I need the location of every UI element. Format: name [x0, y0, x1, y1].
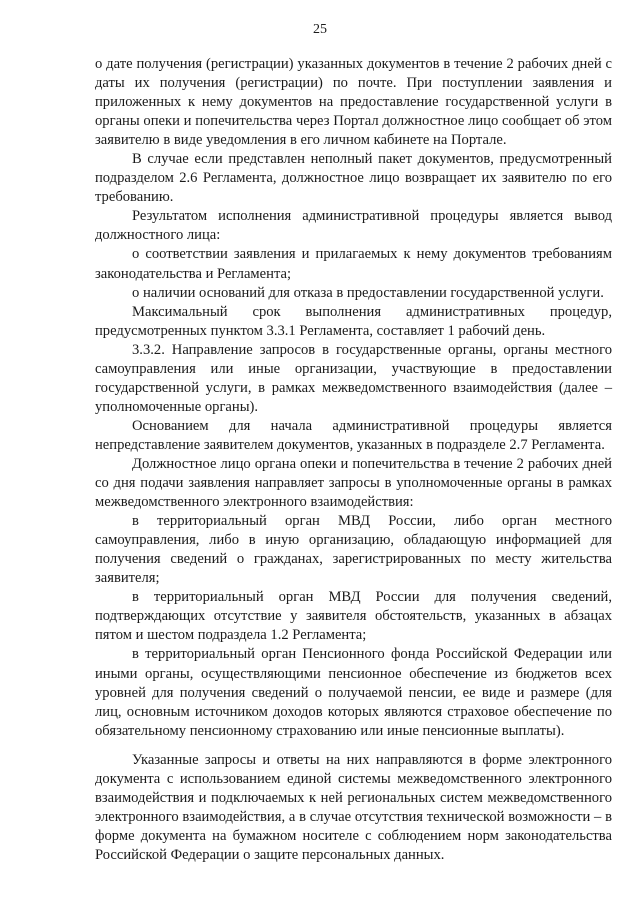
- paragraph-section-3-3-2: 3.3.2. Направление запросов в государственные органы, органы местного самоуправления или иные организации, участвующие в предоставлении государственной услуги, в рамках межведомственного взаимодействия (далее – уполномоченные органы).: [95, 341, 612, 415]
- paragraph-procedure-basis: Основанием для начала административной процедуры является непредставление заявителем документов, указанных в подразделе 2.7 Регламента.: [95, 417, 612, 453]
- paragraph-incomplete-package: В случае если представлен неполный пакет документов, предусмотренный подразделом 2.6 Регламента, должностное лицо возвращает их заявителю по его требованию.: [95, 151, 612, 206]
- paragraph-request-pension: в территориальный орган Пенсионного фонда Российской Федерации или иными органы, осуществляющими пенсионное обеспечение из бюджетов всех уровней для получения сведений о получаемой пенсии, ее виде и размере (для лиц, основным источником доходов которых являются страховое обеспечение по обязательному пенсионному страхованию или иные пенсионные выплаты).: [95, 646, 612, 739]
- paragraph-procedure-result: Результатом исполнения административной процедуры является вывод должностного лица:: [95, 208, 612, 244]
- paragraph-requests-intro: Должностное лицо органа опеки и попечительства в течение 2 рабочих дней со дня подачи заявления направляет запросы в уполномоченные органы в рамках межведомственного электронного взаимодействия:: [95, 455, 612, 511]
- paragraph-result-compliance: о соответствии заявления и прилагаемых к нему документов требованиям законодательства и Регламента;: [95, 246, 612, 282]
- paragraph-request-registration: в территориальный орган МВД России, либо орган местного самоуправления, либо в иную организацию, обладающую информацией для получения сведений о гражданах, зарегистрированных по месту жительства заявителя;: [95, 513, 612, 587]
- page-number: 25: [313, 22, 327, 37]
- paragraph-notification-continuation: о дате получения (регистрации) указанных документов в течение 2 рабочих дней с даты их получения (регистрации) по почте. При поступлении заявления и приложенных к нему документов на предоставление государственной услуги в органы опеки и попечительства через Портал должностное лицо сообщает об этом заявителю в виде уведомления в его личном кабинете на Портале.: [95, 56, 612, 149]
- document-body: [95, 55, 612, 865]
- paragraph-request-circumstances: в территориальный орган МВД России для получения сведений, подтверждающих отсутствие у заявителя обстоятельств, указанных в абзацах пятом и шестом подраздела 1.2 Регламента;: [95, 589, 612, 644]
- paragraph-result-refusal: о наличии оснований для отказа в предоставлении государственной услуги.: [132, 284, 604, 301]
- paragraph-max-duration: Максимальный срок выполнения административных процедур, предусмотренных пунктом 3.3.1 Регламента, составляет 1 рабочий день.: [95, 303, 612, 339]
- paragraph-electronic-form: Указанные запросы и ответы на них направляются в форме электронного документа с использованием единой системы межведомственного электронного взаимодействия и подключаемых к ней региональных систем межведомственного электронного взаимодействия, а в случае отсутствия технической возможности – в форме документа на бумажном носителе с соблюдением норм законодательства Российской Федерации о защите персональных данных.: [95, 751, 612, 863]
